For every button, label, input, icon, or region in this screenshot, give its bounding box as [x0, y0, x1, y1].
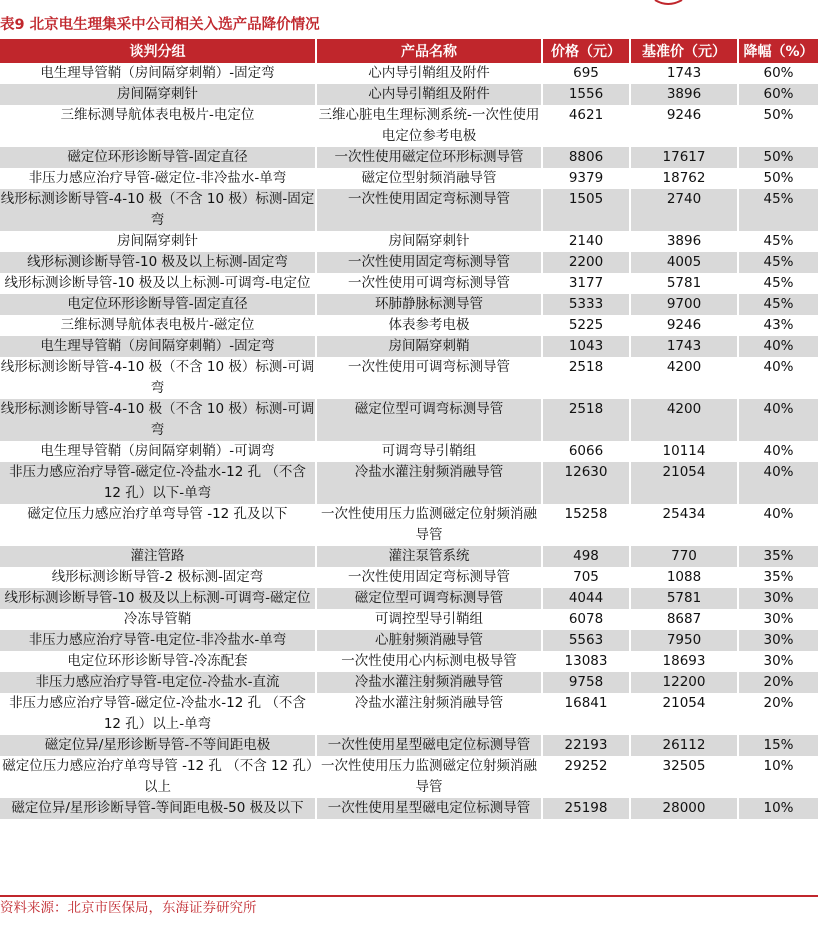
cell-product: 房间隔穿刺鞘 — [316, 336, 542, 357]
cell-price: 3177 — [542, 273, 630, 294]
table-row — [0, 84, 818, 105]
cell-base-price: 9246 — [630, 315, 738, 336]
table-body — [0, 63, 818, 819]
cell-drop: 45% — [738, 294, 818, 315]
cell-price: 4621 — [542, 105, 630, 147]
cell-product: 一次性使用压力监测磁定位射频消融导管 — [316, 504, 542, 546]
cell-group: 线形标测诊断导管-4-10 极（不含 10 极）标测-固定弯 — [0, 189, 316, 231]
cell-group: 非压力感应治疗导管-电定位-冷盐水-直流 — [0, 672, 316, 693]
cell-product: 磁定位型可调弯标测导管 — [316, 588, 542, 609]
col-header-group: 谈判分组 — [0, 39, 316, 63]
cell-drop: 45% — [738, 189, 818, 231]
cell-base-price: 21054 — [630, 462, 738, 504]
cell-drop: 35% — [738, 546, 818, 567]
cell-base-price: 5781 — [630, 273, 738, 294]
cell-drop: 40% — [738, 462, 818, 504]
cell-base-price: 21054 — [630, 693, 738, 735]
cell-group: 冷冻导管鞘 — [0, 609, 316, 630]
cell-group: 线形标测诊断导管-10 极及以上标测-固定弯 — [0, 252, 316, 273]
cell-base-price: 32505 — [630, 756, 738, 798]
table-row — [0, 273, 818, 294]
table-row — [0, 105, 818, 147]
cell-product: 一次性使用固定弯标测导管 — [316, 189, 542, 231]
cell-product: 一次性使用磁定位环形标测导管 — [316, 147, 542, 168]
cell-product: 冷盐水灌注射频消融导管 — [316, 693, 542, 735]
cell-price: 6066 — [542, 441, 630, 462]
cell-product: 房间隔穿刺针 — [316, 231, 542, 252]
cell-base-price: 7950 — [630, 630, 738, 651]
cell-price: 498 — [542, 546, 630, 567]
cell-group: 非压力感应治疗导管-磁定位-冷盐水-12 孔 （不含 12 孔）以上-单弯 — [0, 693, 316, 735]
cell-price: 5225 — [542, 315, 630, 336]
cell-group: 线形标测诊断导管-4-10 极（不含 10 极）标测-可调弯 — [0, 399, 316, 441]
cell-base-price: 770 — [630, 546, 738, 567]
cell-base-price: 1088 — [630, 567, 738, 588]
cell-base-price: 9246 — [630, 105, 738, 147]
cell-product: 灌注泵管系统 — [316, 546, 542, 567]
cell-drop: 45% — [763, 275, 794, 291]
cell-drop: 30% — [763, 653, 794, 669]
cell-product: 一次性使用可调弯标测导管 — [316, 357, 542, 399]
cell-group: 房间隔穿刺针 — [0, 231, 316, 252]
cell-price: 8806 — [542, 147, 630, 168]
cell-price: 16841 — [542, 693, 630, 735]
table-row — [0, 231, 818, 252]
cell-group: 三维标测导航体表电极片-电定位 — [0, 105, 316, 147]
table-row — [0, 336, 818, 357]
cell-group: 线形标测诊断导管-10 极及以上标测-可调弯-电定位 — [0, 273, 316, 294]
header-decoration — [0, 0, 834, 8]
cell-price: 2518 — [542, 399, 630, 441]
cell-product: 一次性使用星型磁电定位标测导管 — [316, 735, 542, 756]
price-reduction-table — [0, 39, 818, 819]
col-header-drop: 降幅（%） — [738, 39, 818, 63]
table-row — [0, 651, 818, 672]
table-row — [0, 315, 818, 336]
cell-drop: 50% — [738, 147, 818, 168]
cell-group: 电生理导管鞘（房间隔穿刺鞘）-固定弯 — [0, 336, 316, 357]
cell-product: 一次性使用固定弯标测导管 — [316, 567, 542, 588]
cell-product: 冷盐水灌注射频消融导管 — [316, 672, 542, 693]
bottom-rule — [0, 895, 818, 897]
source-note: 资料来源：北京市医保局，东海证券研究所 — [0, 900, 257, 916]
col-header-price: 价格（元） — [542, 39, 630, 63]
cell-base-price: 4200 — [630, 357, 738, 399]
cell-product: 冷盐水灌注射频消融导管 — [316, 462, 542, 504]
cell-drop: 60% — [763, 65, 794, 81]
cell-base-price: 4200 — [630, 399, 738, 441]
cell-group: 线形标测诊断导管-4-10 极（不含 10 极）标测-可调弯 — [0, 357, 316, 399]
cell-product: 一次性使用可调弯标测导管 — [316, 273, 542, 294]
cell-group: 三维标测导航体表电极片-磁定位 — [0, 315, 316, 336]
cell-price: 9758 — [542, 672, 630, 693]
table-row — [0, 462, 818, 504]
table-row — [0, 630, 818, 651]
cell-group: 线形标测诊断导管-10 极及以上标测-可调弯-磁定位 — [0, 588, 316, 609]
cell-base-price: 5781 — [630, 588, 738, 609]
cell-base-price: 26112 — [630, 735, 738, 756]
cell-price: 9379 — [542, 168, 630, 189]
cell-drop: 15% — [738, 735, 818, 756]
cell-group: 磁定位环形诊断导管-固定直径 — [0, 147, 316, 168]
cell-drop: 40% — [738, 399, 818, 441]
cell-base-price: 4005 — [630, 252, 738, 273]
col-header-base-price: 基准价（元） — [630, 39, 738, 63]
cell-base-price: 28000 — [630, 798, 738, 819]
cell-group: 电定位环形诊断导管-固定直径 — [0, 294, 316, 315]
cell-price: 695 — [542, 63, 630, 84]
cell-product: 一次性使用固定弯标测导管 — [316, 252, 542, 273]
table-row — [0, 63, 818, 84]
cell-drop: 30% — [763, 611, 794, 627]
cell-product: 环肺静脉标测导管 — [316, 294, 542, 315]
cell-product: 一次性使用星型磁电定位标测导管 — [316, 798, 542, 819]
cell-drop: 20% — [738, 672, 818, 693]
cell-drop: 50% — [763, 107, 794, 123]
cell-price: 2140 — [542, 231, 630, 252]
cell-price: 15258 — [542, 504, 630, 546]
cell-product: 可调弯导引鞘组 — [316, 441, 542, 462]
cell-base-price: 12200 — [630, 672, 738, 693]
cell-base-price: 2740 — [630, 189, 738, 231]
cell-group: 磁定位异/星形诊断导管-等间距电极-50 极及以下 — [0, 798, 316, 819]
table-row — [0, 252, 818, 273]
cell-base-price: 9700 — [630, 294, 738, 315]
table-row — [0, 399, 818, 441]
cell-drop: 10% — [738, 798, 818, 819]
table-row — [0, 672, 818, 693]
cell-product: 一次性使用压力监测磁定位射频消融导管 — [316, 756, 542, 798]
cell-price: 13083 — [542, 651, 630, 672]
cell-price: 705 — [542, 567, 630, 588]
cell-group: 电生理导管鞘（房间隔穿刺鞘）-可调弯 — [0, 441, 316, 462]
table-title: 表9 北京电生理集采中公司相关入选产品降价情况 — [0, 17, 320, 33]
cell-group: 灌注管路 — [0, 546, 316, 567]
col-header-product: 产品名称 — [316, 39, 542, 63]
cell-drop: 40% — [763, 359, 794, 375]
cell-drop: 35% — [763, 569, 794, 585]
table-row — [0, 441, 818, 462]
cell-drop: 10% — [763, 758, 794, 774]
table-row — [0, 546, 818, 567]
cell-price: 6078 — [542, 609, 630, 630]
cell-drop: 20% — [763, 695, 794, 711]
cell-drop: 45% — [763, 233, 794, 249]
cell-price: 1556 — [542, 84, 630, 105]
cell-price: 1505 — [542, 189, 630, 231]
cell-drop: 60% — [738, 84, 818, 105]
cell-product: 心内导引鞘组及附件 — [316, 63, 542, 84]
cell-group: 磁定位异/星形诊断导管-不等间距电极 — [0, 735, 316, 756]
cell-drop: 40% — [763, 443, 794, 459]
cell-base-price: 18693 — [630, 651, 738, 672]
cell-price: 1043 — [542, 336, 630, 357]
cell-price: 5563 — [542, 630, 630, 651]
cell-product: 磁定位型射频消融导管 — [316, 168, 542, 189]
cell-price: 2518 — [542, 357, 630, 399]
cell-group: 非压力感应治疗导管-磁定位-非冷盐水-单弯 — [0, 168, 316, 189]
cell-drop: 43% — [763, 317, 794, 333]
table-row — [0, 609, 818, 630]
cell-price: 5333 — [542, 294, 630, 315]
cell-product: 一次性使用心内标测电极导管 — [316, 651, 542, 672]
cell-group: 非压力感应治疗导管-电定位-非冷盐水-单弯 — [0, 630, 316, 651]
cell-price: 2200 — [542, 252, 630, 273]
cell-base-price: 10114 — [630, 441, 738, 462]
table-row — [0, 357, 818, 399]
cell-product: 体表参考电极 — [316, 315, 542, 336]
cell-price: 29252 — [542, 756, 630, 798]
cell-group: 线形标测诊断导管-2 极标测-固定弯 — [0, 567, 316, 588]
table-row — [0, 756, 818, 798]
cell-product: 心脏射频消融导管 — [316, 630, 542, 651]
table-row — [0, 504, 818, 546]
cell-product: 磁定位型可调弯标测导管 — [316, 399, 542, 441]
cell-base-price: 25434 — [630, 504, 738, 546]
cell-base-price: 1743 — [630, 336, 738, 357]
cell-base-price: 3896 — [630, 84, 738, 105]
cell-group: 电生理导管鞘（房间隔穿刺鞘）-固定弯 — [0, 63, 316, 84]
cell-group: 磁定位压力感应治疗单弯导管 -12 孔 （不含 12 孔）以上 — [0, 756, 316, 798]
table-row — [0, 189, 818, 231]
cell-drop: 40% — [763, 506, 794, 522]
cell-base-price: 3896 — [630, 231, 738, 252]
cell-drop: 30% — [738, 630, 818, 651]
table-row — [0, 168, 818, 189]
cell-product: 三维心脏电生理标测系统-一次性使用电定位参考电极 — [316, 105, 542, 147]
cell-base-price: 1743 — [630, 63, 738, 84]
cell-drop: 50% — [763, 170, 794, 186]
table-row — [0, 567, 818, 588]
table-row — [0, 147, 818, 168]
table-row — [0, 693, 818, 735]
cell-drop: 40% — [738, 336, 818, 357]
cell-base-price: 18762 — [630, 168, 738, 189]
table-row — [0, 294, 818, 315]
table-row — [0, 798, 818, 819]
cell-price: 4044 — [542, 588, 630, 609]
cell-drop: 30% — [738, 588, 818, 609]
cell-base-price: 8687 — [630, 609, 738, 630]
cell-base-price: 17617 — [630, 147, 738, 168]
table-row — [0, 735, 818, 756]
table-header-row — [0, 39, 818, 63]
table-row — [0, 588, 818, 609]
cell-price: 22193 — [542, 735, 630, 756]
cell-group: 非压力感应治疗导管-磁定位-冷盐水-12 孔 （不含 12 孔）以下-单弯 — [0, 462, 316, 504]
cell-group: 磁定位压力感应治疗单弯导管 -12 孔及以下 — [0, 504, 316, 546]
cell-product: 可调控型导引鞘组 — [316, 609, 542, 630]
cell-group: 电定位环形诊断导管-冷冻配套 — [0, 651, 316, 672]
cell-price: 12630 — [542, 462, 630, 504]
cell-group: 房间隔穿刺针 — [0, 84, 316, 105]
cell-drop: 45% — [738, 252, 818, 273]
cell-price: 25198 — [542, 798, 630, 819]
cell-product: 心内导引鞘组及附件 — [316, 84, 542, 105]
